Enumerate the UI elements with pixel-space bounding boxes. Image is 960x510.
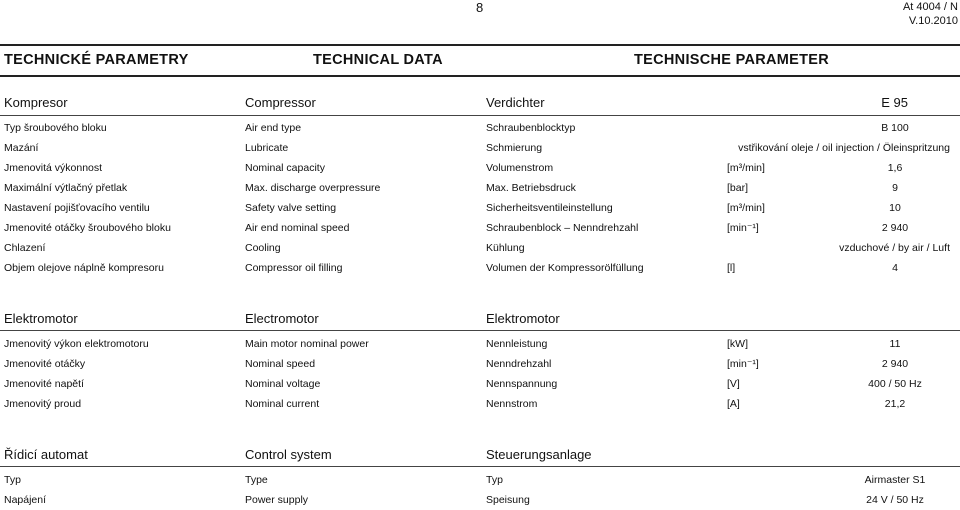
control-row-cz: Napájení: [4, 494, 47, 506]
motor-row-en: Nominal current: [245, 398, 320, 410]
control-row-en: Power supply: [245, 494, 309, 506]
header-title-cz: TECHNICKÉ PARAMETRY: [4, 52, 189, 68]
compressor-row-value: 1,6: [887, 162, 903, 174]
compressor-row-en: Compressor oil filling: [245, 262, 343, 274]
compressor-row-en: Air end nominal speed: [245, 222, 350, 234]
compressor-row-value: 2 940: [881, 222, 909, 234]
compressor-row-de: Volumen der Kompressorölfüllung: [486, 262, 644, 274]
motor-rule: [0, 330, 960, 331]
compressor-row-de: Volumenstrom: [486, 162, 554, 174]
motor-row-unit: [min⁻¹]: [727, 358, 759, 370]
compressor-row-value: 9: [892, 182, 898, 194]
motor-row-value: 400 / 50 Hz: [868, 378, 922, 390]
compressor-row-cz: Typ šroubového bloku: [4, 122, 107, 134]
compressor-row-value: 10: [889, 202, 901, 214]
motor-row-en: Nominal voltage: [245, 378, 321, 390]
motor-row-unit: [V]: [727, 378, 740, 390]
header-title-de: TECHNISCHE PARAMETER: [634, 52, 830, 68]
compressor-row-unit: [m³/min]: [727, 202, 765, 214]
compressor-row-cz: Chlazení: [4, 242, 46, 254]
compressor-row-unit: [bar]: [727, 182, 749, 194]
control-title-cz: Řídicí automat: [4, 447, 88, 462]
document-id: [903, 0, 958, 28]
motor-title-cz: Elektromotor: [4, 311, 78, 326]
compressor-row-cz: Nastavení pojišťovacího ventilu: [4, 202, 150, 214]
document-id-line2: V.10.2010: [908, 15, 958, 27]
compressor-row-en: Cooling: [245, 242, 281, 254]
compressor-row-en: Safety valve setting: [245, 202, 337, 214]
compressor-row-de: Kühlung: [486, 242, 525, 254]
compressor-row-cz: Objem olejove náplně kompresoru: [4, 262, 164, 274]
motor-row-value: 21,2: [884, 398, 906, 410]
motor-title-en: Electromotor: [245, 311, 319, 326]
compressor-row-value: B 100: [881, 122, 909, 134]
motor-row-de: Nennleistung: [486, 338, 548, 350]
compressor-row-de: Max. Betriebsdruck: [486, 182, 576, 194]
motor-row-en: Main motor nominal power: [245, 338, 369, 350]
control-title-de: Steuerungsanlage: [486, 447, 592, 462]
compressor-row-en: Max. discharge overpressure: [245, 182, 381, 194]
compressor-row-en: Lubricate: [245, 142, 289, 154]
compressor-row-value: vstřikování oleje / oil injection / Öleinspritzung: [738, 142, 950, 154]
compressor-row-cz: Jmenovité otáčky šroubového bloku: [4, 222, 171, 234]
control-row-en: Type: [245, 474, 268, 486]
compressor-row-value: vzduchové / by air / Luft: [839, 242, 950, 254]
compressor-row-en: Air end type: [245, 122, 302, 134]
motor-row-de: Nennspannung: [486, 378, 558, 390]
motor-row-cz: Jmenovité napětí: [4, 378, 84, 390]
motor-row-unit: [A]: [727, 398, 740, 410]
page-number: 8: [476, 0, 484, 15]
compressor-row-de: Schraubenblocktyp: [486, 122, 576, 134]
control-title-en: Control system: [245, 447, 332, 462]
motor-row-de: Nenndrehzahl: [486, 358, 552, 370]
compressor-row-cz: Maximální výtlačný přetlak: [4, 182, 128, 194]
motor-row-value: 2 940: [881, 358, 909, 370]
motor-row-de: Nennstrom: [486, 398, 538, 410]
compressor-row-de: Schraubenblock – Nenndrehzahl: [486, 222, 639, 234]
compressor-title-cz: Kompresor: [4, 95, 68, 110]
compressor-row-unit: [min⁻¹]: [727, 222, 759, 234]
control-row-de: Typ: [486, 474, 503, 486]
motor-row-unit: [kW]: [727, 338, 748, 350]
motor-row-value: 11: [889, 338, 901, 350]
control-row-value: Airmaster S1: [864, 474, 926, 486]
compressor-row-value: 4: [892, 262, 898, 274]
compressor-row-unit: [m³/min]: [727, 162, 765, 174]
compressor-row-cz: Mazání: [4, 142, 39, 154]
compressor-row-en: Nominal capacity: [245, 162, 325, 174]
compressor-title-de: Verdichter: [486, 95, 545, 110]
compressor-row-de: Schmierung: [486, 142, 543, 154]
motor-row-cz: Jmenovitý proud: [4, 398, 82, 410]
control-row-cz: Typ: [4, 474, 21, 486]
motor-row-cz: Jmenovité otáčky: [4, 358, 86, 370]
compressor-title-en: Compressor: [245, 95, 316, 110]
control-row-de: Speisung: [486, 494, 530, 506]
motor-title-de: Elektromotor: [486, 311, 560, 326]
compressor-row-unit: [l]: [727, 262, 736, 274]
header-title-en: TECHNICAL DATA: [313, 52, 443, 68]
compressor-rule: [0, 115, 960, 116]
motor-row-en: Nominal speed: [245, 358, 316, 370]
document-id-line1: At 4004 / N: [902, 1, 958, 13]
control-rule: [0, 466, 960, 467]
compressor-model: E 95: [881, 95, 908, 110]
compressor-row-cz: Jmenovitá výkonnost: [4, 162, 103, 174]
header-bottom-rule: [0, 75, 960, 77]
header-top-rule: [0, 44, 960, 46]
motor-row-cz: Jmenovitý výkon elektromotoru: [4, 338, 149, 350]
control-row-value: 24 V / 50 Hz: [866, 494, 924, 506]
compressor-row-de: Sicherheitsventileinstellung: [486, 202, 613, 214]
